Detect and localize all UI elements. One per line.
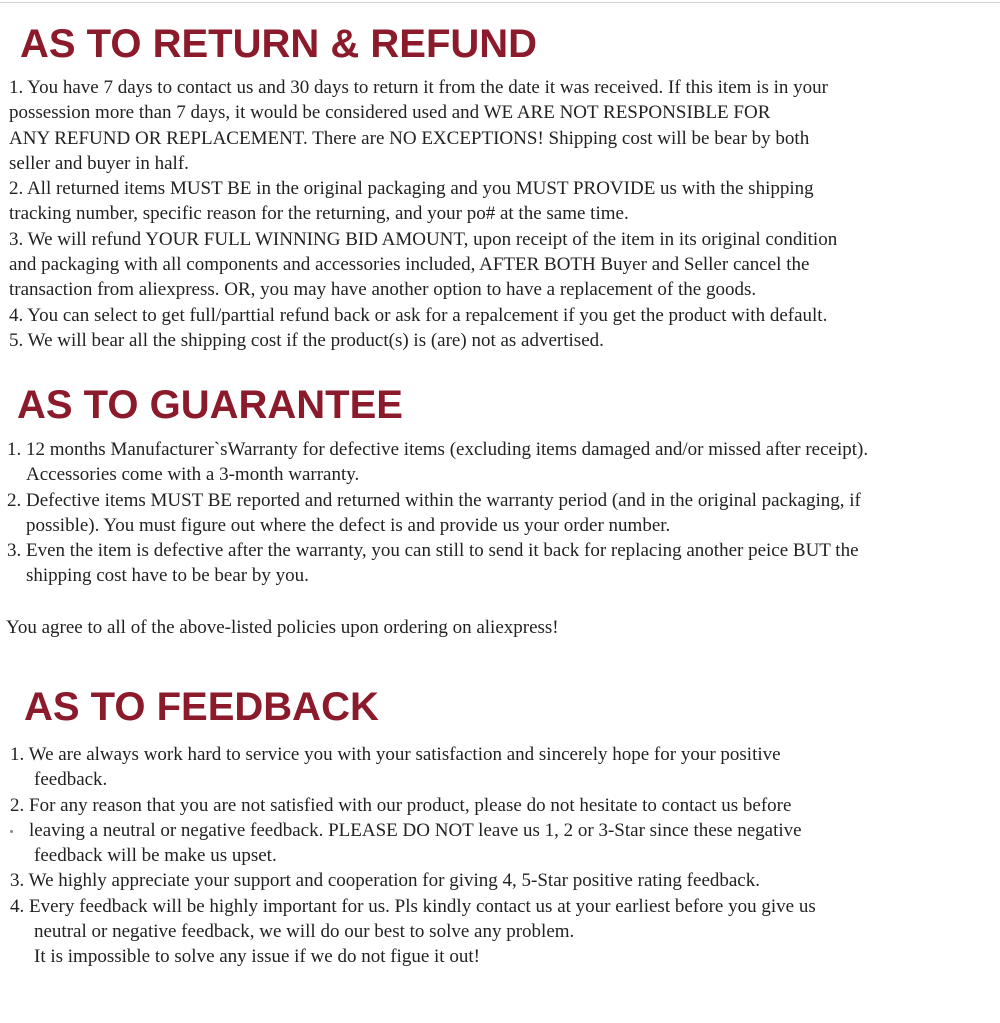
guarantee-heading: AS TO GUARANTEE: [17, 383, 403, 427]
top-divider: [0, 2, 1000, 3]
policy-line: seller and buyer in half.: [9, 152, 189, 174]
return-refund-policy: [9, 75, 837, 353]
policy-line: and packaging with all components and accessories included, AFTER BOTH Buyer and Seller cancel the: [9, 254, 810, 276]
return-refund-heading: AS TO RETURN & REFUND: [20, 22, 538, 66]
policy-line: 5. We will bear all the shipping cost if the product(s) is (are) not as advertised.: [9, 329, 604, 351]
feedback-line: [10, 818, 816, 843]
feedback-line: 3. We highly appreciate your support and cooperation for giving 4, 5-Star positive rating feedback.: [10, 870, 760, 892]
guarantee-line: shipping cost have to be bear by you.: [26, 565, 309, 587]
bullet-dot: [10, 830, 13, 833]
policy-line: tracking number, specific reason for the returning, and your po# at the same time.: [9, 203, 629, 225]
policy-line: 4. You can select to get full/parttial refund back or ask for a repalcement if you get the product with default.: [9, 304, 828, 326]
policy-line: possession more than 7 days, it would be considered used and WE ARE NOT RESPONSIBLE FOR: [9, 102, 771, 124]
feedback-line: 4. Every feedback will be highly important for us. Pls kindly contact us at your earliest before you give us: [10, 895, 816, 917]
guarantee-line: 2. Defective items MUST BE reported and returned within the warranty period (and in the original packaging, if: [7, 489, 861, 511]
feedback-policy: [10, 742, 816, 970]
policy-line: 2. All returned items MUST BE in the original packaging and you MUST PROVIDE us with the shipping: [9, 178, 814, 200]
feedback-line: It is impossible to solve any issue if we do not figue it out!: [34, 946, 480, 968]
feedback-line: feedback will be make us upset.: [34, 845, 277, 867]
policy-line: 3. We will refund YOUR FULL WINNING BID AMOUNT, upon receipt of the item in its original condition: [9, 228, 838, 250]
agree-note-text: You agree to all of the above-listed policies upon ordering on aliexpress!: [6, 617, 559, 638]
feedback-line: 1. We are always work hard to service you with your satisfaction and sincerely hope for your positive: [10, 744, 781, 765]
agree-note: [6, 615, 559, 640]
feedback-line: 2. For any reason that you are not satisfied with our product, please do not hesitate to contact us before: [10, 794, 792, 816]
feedback-line: neutral or negative feedback, we will do our best to solve any problem.: [34, 921, 575, 943]
guarantee-line: 3. Even the item is defective after the warranty, you can still to send it back for replacing another peice BUT the: [7, 540, 859, 562]
guarantee-line: Accessories come with a 3-month warranty.: [26, 464, 360, 486]
guarantee-line: possible). You must figure out where the defect is and provide us your order number.: [26, 514, 671, 536]
policy-line: ANY REFUND OR REPLACEMENT. There are NO EXCEPTIONS! Shipping cost will be bear by both: [9, 127, 810, 149]
policy-line: transaction from aliexpress. OR, you may have another option to have a replacement of the goods.: [9, 279, 757, 301]
feedback-line: feedback.: [34, 769, 108, 791]
guarantee-line: 1. 12 months Manufacturer`sWarranty for defective items (excluding items damaged and/or missed after receipt).: [7, 439, 869, 460]
policy-line: 1. You have 7 days to contact us and 30 days to return it from the date it was received. If this item is in your: [9, 77, 828, 98]
guarantee-policy: [7, 437, 868, 589]
feedback-heading: AS TO FEEDBACK: [24, 685, 379, 729]
feedback-line-text: leaving a neutral or negative feedback. PLEASE DO NOT leave us 1, 2 or 3-Star since these negative: [29, 819, 802, 841]
